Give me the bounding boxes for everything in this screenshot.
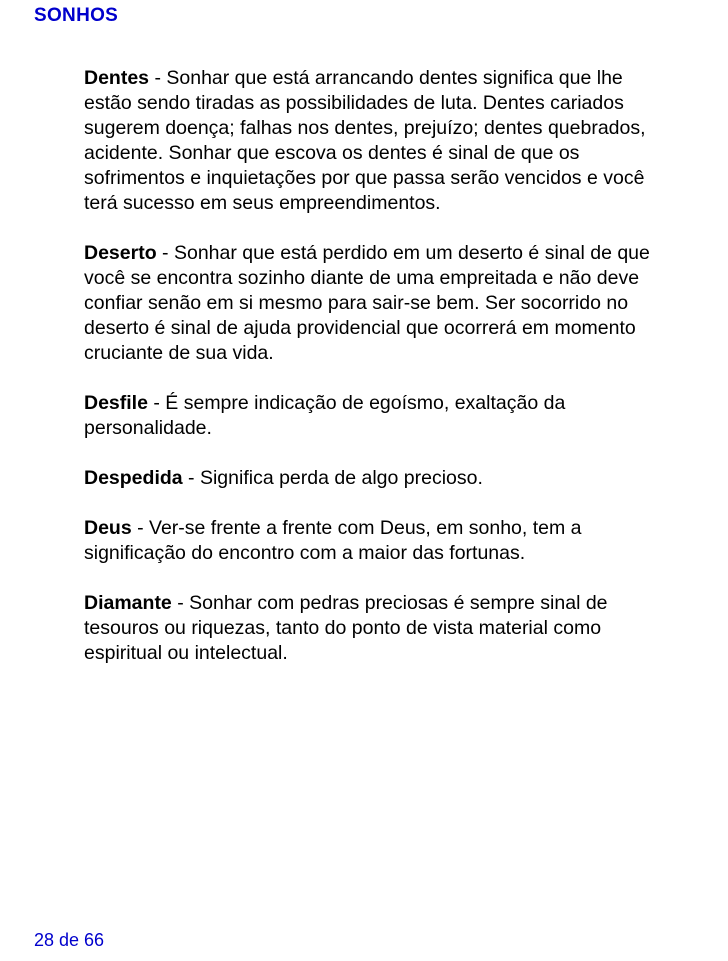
entry-desfile <box>84 391 664 441</box>
entry-text: É sempre indicação de egoísmo, exaltação da personalidade. <box>84 392 566 439</box>
entry-term: Deus <box>84 517 132 539</box>
entry-despedida <box>84 466 664 491</box>
entry-term: Desfile <box>84 392 148 414</box>
entry-text: Sonhar que está arrancando dentes significa que lhe estão sendo tiradas as possibilidades de luta. Dentes cariados sugerem doença; falhas nos dentes, prejuízo; dentes quebrados, acidente. Sonhar que escova os dentes é sinal de que os sofrimentos e inquietações por que passa serão vencidos e você terá sucesso em seus empreendimentos. <box>84 67 646 214</box>
entry-deserto <box>84 241 664 366</box>
entry-term: Despedida <box>84 467 183 489</box>
entry-term: Diamante <box>84 592 172 614</box>
entry-text: Sonhar que está perdido em um deserto é sinal de que você se encontra sozinho diante de uma empreitada e não deve confiar senão em si mesmo para sair-se bem. Ser socorrido no deserto é sinal de ajuda providencial que ocorrerá em momento cruciante de sua vida. <box>84 242 650 364</box>
entry-text: Ver-se frente a frente com Deus, em sonho, tem a significação do encontro com a maior das fortunas. <box>84 517 582 564</box>
entry-separator: - <box>171 592 190 614</box>
entry-separator: - <box>149 67 167 89</box>
entry-separator: - <box>131 517 150 539</box>
page-title: SONHOS <box>34 5 119 26</box>
entry-dentes <box>84 66 664 216</box>
entry-diamante <box>84 591 664 666</box>
page-indicator: 28 de 66 <box>34 930 105 950</box>
entry-separator: - <box>182 467 200 489</box>
entry-deus <box>84 516 664 566</box>
entry-separator: - <box>156 242 174 264</box>
entry-separator: - <box>147 392 166 414</box>
entries-list <box>84 66 664 691</box>
entry-text: Sonhar com pedras preciosas é sempre sinal de tesouros ou riquezas, tanto do ponto de vista material como espiritual ou intelectual. <box>84 592 608 664</box>
entry-term: Dentes <box>84 67 150 89</box>
entry-text: Significa perda de algo precioso. <box>199 467 483 489</box>
entry-term: Deserto <box>84 242 157 264</box>
